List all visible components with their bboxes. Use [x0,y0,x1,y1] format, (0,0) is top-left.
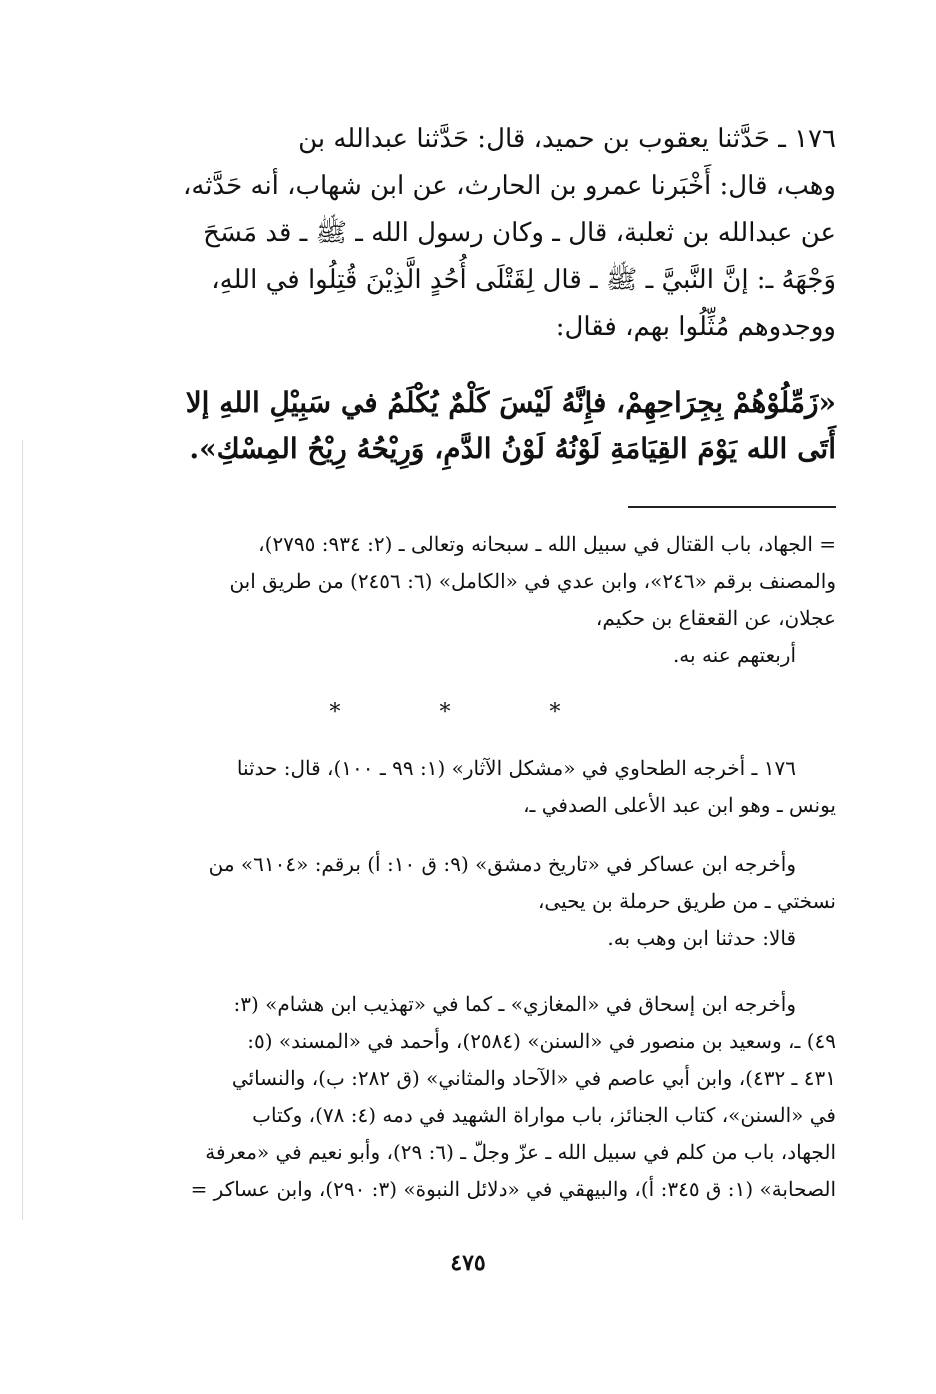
note-line: أربعتهم عنه به. [672,643,796,667]
note-line: قالا: حدثنا ابن وهب به. [607,926,796,950]
text-line: عن عبدالله بن ثعلبة، قال ـ وكان رسول الله ـ ﷺ ـ قد مَسَحَ [203,218,836,248]
note-line: ٤٣١ ـ ٤٣٢)، وابن أبي عاصم في «الآحاد والمثاني» (ق ٢٨٢: ب)، والنسائي [231,1066,836,1090]
scan-edge-line [22,440,23,1220]
hadith-isnad [108,116,836,351]
note-line: نسختي ـ من طريق حرملة بن يحيى، [537,889,836,913]
section-separator: * * * [329,700,607,725]
text-line: ١٧٦ ـ حَدَّثنا يعقوب بن حميد، قال: حَدَّثنا عبدالله بن [298,124,836,154]
note-line: الصحابة» (١: ق ٣٤٥: أ)، والبيهقي في «دلائل النبوة» (٣: ٢٩٠)، وابن عساكر = [190,1177,836,1201]
footnote-176-c [108,986,836,1208]
note-line: = الجهاد، باب القتال في سبيل الله ـ سبحانه وتعالى ـ (٢: ٩٣٤: ٢٧٩٥)، [258,532,836,556]
text-line: «زَمِّلُوْهُمْ بِجِرَاحِهِمْ، فإِنَّهُ لَيْسَ كَلْمٌ يُكْلَمُ في سَبِيْلِ اللهِ إلا [185,386,836,419]
footnote-176-a [108,750,836,824]
footnote-continuation [108,526,836,674]
note-line: ٤٩) ـ، وسعيد بن منصور في «السنن» (٢٥٨٤)، وأحمد في «المسند» (٥: [247,1029,836,1053]
text-line: أَتَى الله يَوْمَ القِيَامَةِ لَوْنُهُ لَوْنُ الدَّمِ، وَرِيْحُهُ رِيْحُ المِسْكِ». [189,432,836,465]
text-line: وهب، قال: أَخْبَرنا عمرو بن الحارث، عن ابن شهاب، أنه حَدَّثه، [182,171,836,201]
note-line: ١٧٦ ـ أخرجه الطحاوي في «مشكل الآثار» (١: ٩٩ ـ ١٠٠)، قال: حدثنا [236,756,796,780]
hadith-matn [108,380,836,472]
note-line: والمصنف برقم «٢٤٦»، وابن عدي في «الكامل» (٦: ٢٤٥٦) من طريق ابن [229,569,836,593]
footnote-176-b [108,846,836,957]
text-line: وَجْهَهُ ـ: إنَّ النَّبيَّ ـ ﷺ ـ قال لِقَتْلَى أُحُدٍ الَّذِيْنَ قُتِلُوا في اللهِ، [211,265,836,295]
note-line: وأخرجه ابن إسحاق في «المغازي» ـ كما في «تهذيب ابن هشام» (٣: [233,992,796,1016]
footnote-divider [628,506,836,508]
text-line: ووجدوهم مُثِّلُوا بهم، فقال: [555,312,836,342]
note-line: في «السنن»، كتاب الجنائز، باب مواراة الشهيد في دمه (٤: ٧٨)، وكتاب [252,1103,836,1127]
page-number: ٤٧٥ [450,1250,486,1276]
note-line: يونس ـ وهو ابن عبد الأعلى الصدفي ـ، [523,793,836,817]
note-line: وأخرجه ابن عساكر في «تاريخ دمشق» (٩: ق ١٠: أ) برقم: «٦١٠٤» من [208,852,796,876]
note-line: الجهاد، باب من كلم في سبيل الله ـ عزّ وجلّ ـ (٦: ٢٩)، وأبو نعيم في «معرفة [205,1140,836,1164]
note-line: عجلان، عن القعقاع بن حكيم، [595,606,836,630]
